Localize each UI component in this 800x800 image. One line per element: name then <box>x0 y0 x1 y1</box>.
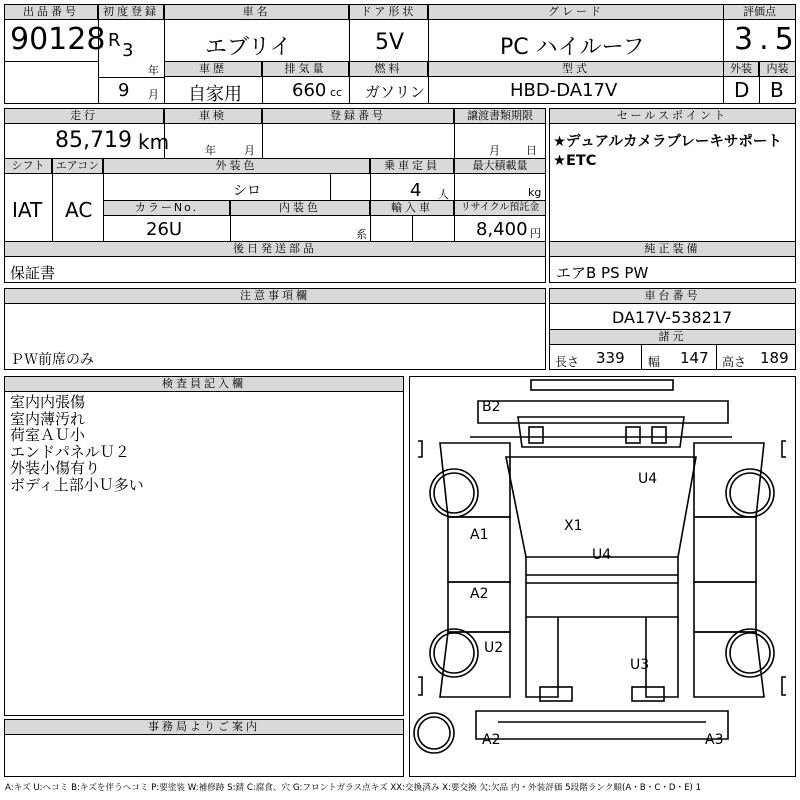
mark-x1: X1 <box>564 518 583 534</box>
height-label: 高さ <box>722 355 747 369</box>
capacity-unit: 人 <box>438 188 449 201</box>
inspector-line: エンドパネルＵ２ <box>10 442 130 461</box>
inspector-header: 検査員記入欄 <box>5 377 403 392</box>
capacity-header: 乗車定員 <box>371 159 454 174</box>
mark-a3: A3 <box>705 732 724 748</box>
length-label: 長さ <box>555 355 580 369</box>
shift-value: IAT <box>12 198 43 222</box>
notes-header: 注意事項欄 <box>5 289 545 304</box>
dims-header: 諸元 <box>550 330 795 345</box>
color-no-header: カラーNo. <box>104 201 230 216</box>
aircon-header: エアコン <box>53 159 103 174</box>
score-header: 評価点 <box>724 5 795 20</box>
mark-u4-top: U4 <box>638 471 658 487</box>
office-header: 事務局よりご案内 <box>5 720 403 735</box>
legend: A:キズ U:ヘコミ B:キズを伴うヘコミ P:要塗装 W:補修跡 S:錆 C:腐食、穴 G:フロントガラス点キズ XX:交換済み X:要交換 欠:欠品 内・外装評価 5段階ランク順(A・B・C・D・E) 1 <box>5 783 702 793</box>
model-header: 型式 <box>429 62 723 77</box>
sales-point-2: ★ETC <box>553 153 597 169</box>
history-header: 車歴 <box>165 62 262 77</box>
shift-header: シフト <box>5 159 52 174</box>
aircon-value: AC <box>65 198 93 222</box>
car-name: エブリイ <box>205 35 292 60</box>
mark-a2-rear: A2 <box>482 732 501 748</box>
mark-u4-mid: U4 <box>592 547 612 563</box>
inspector-lines <box>10 394 144 493</box>
displacement-unit: cc <box>330 86 343 99</box>
mileage-unit: km <box>138 130 170 154</box>
color-no-value: 26U <box>146 219 183 240</box>
inspection-month-unit: 月 <box>244 144 255 157</box>
grade-value: PC ハイルーフ <box>500 35 645 60</box>
inspector-line: ボディ上部小Ｕ多い <box>10 475 144 494</box>
equipment-value: エアB PS PW <box>556 264 649 282</box>
chassis-header: 車台番号 <box>550 289 795 304</box>
height-value: 189 <box>760 349 789 367</box>
displacement-value: 660 <box>292 80 327 101</box>
sales-points-box <box>549 108 796 242</box>
mark-b2: B2 <box>482 399 501 415</box>
chassis-value: DA17V-538217 <box>612 308 733 327</box>
fuel-value: ガソリン <box>365 83 426 101</box>
mark-u3: U3 <box>630 657 650 673</box>
mark-a1: A1 <box>470 527 489 543</box>
damage-diagram <box>409 376 796 777</box>
first-reg-year: 3 <box>122 40 134 61</box>
mark-a2-left: A2 <box>470 586 489 602</box>
inspector-line: 室内内張傷 <box>10 393 86 411</box>
grade-header: グレード <box>429 5 723 20</box>
ext-score: D <box>734 78 750 102</box>
notes-value: ＰＷ前席のみ <box>10 352 94 368</box>
int-score-header: 内装 <box>760 62 795 77</box>
inspector-line: 外装小傷有り <box>10 459 101 477</box>
displacement-header: 排気量 <box>263 62 349 77</box>
max-load-unit: kg <box>528 186 542 199</box>
int-score: B <box>770 78 784 102</box>
exterior-color-header: 外装色 <box>104 159 370 174</box>
first-reg-month: 9 <box>118 80 130 101</box>
transfer-month-unit: 月 <box>489 144 500 157</box>
recycle-value: 8,400 <box>476 219 528 240</box>
transfer-day-unit: 日 <box>526 144 537 157</box>
ext-score-header: 外装 <box>724 62 759 77</box>
inspector-line: 室内薄汚れ <box>10 409 86 428</box>
first-reg-year-unit: 年 <box>148 64 159 77</box>
transfer-header: 譲渡書類期限 <box>455 109 545 124</box>
length-value: 339 <box>596 349 625 367</box>
max-load-header: 最大積載量 <box>455 159 545 174</box>
mileage-value: 85,719 <box>55 128 132 153</box>
first-reg-era: R <box>108 30 121 51</box>
car-diagram-svg <box>410 377 794 775</box>
fuel-header: 燃料 <box>350 62 428 77</box>
lot-header: 出品番号 <box>5 5 98 20</box>
inspector-line: 荷室ＡＵ小 <box>10 426 86 444</box>
first-reg-header: 初度登録 <box>99 5 164 20</box>
first-reg-month-unit: 月 <box>148 88 159 101</box>
sales-points-header: セールスポイント <box>550 109 795 124</box>
score-value: 3.5 <box>734 22 800 57</box>
interior-color-unit: 系 <box>356 228 367 241</box>
width-label: 幅 <box>648 355 661 369</box>
capacity-value: 4 <box>410 180 422 201</box>
history-value: 自家用 <box>188 84 242 105</box>
mark-u2: U2 <box>484 640 504 656</box>
reg-no-header: 登録番号 <box>263 109 454 124</box>
door-header: ドア形状 <box>350 5 428 20</box>
interior-color-header: 内装色 <box>231 201 370 216</box>
import-header: 輸入車 <box>371 201 454 216</box>
width-value: 147 <box>680 349 709 367</box>
post-parts-value: 保証書 <box>10 264 56 282</box>
sales-point-1: ★デュアルカメラブレーキサポート <box>553 134 782 150</box>
inspection-header: 車検 <box>165 109 262 124</box>
equipment-header: 純正装備 <box>550 242 795 257</box>
lot-number: 90128 <box>10 22 106 57</box>
door-value: 5V <box>375 30 405 55</box>
recycle-unit: 円 <box>530 227 541 240</box>
recycle-header: リサイクル預託金 <box>455 201 545 216</box>
inspection-year-unit: 年 <box>205 144 216 157</box>
mileage-header: 走行 <box>5 109 164 124</box>
model-value: HBD-DA17V <box>510 80 618 101</box>
car-name-header: 車名 <box>165 5 349 20</box>
exterior-color-value: シロ <box>233 183 261 199</box>
post-parts-header: 後日発送部品 <box>5 242 545 257</box>
